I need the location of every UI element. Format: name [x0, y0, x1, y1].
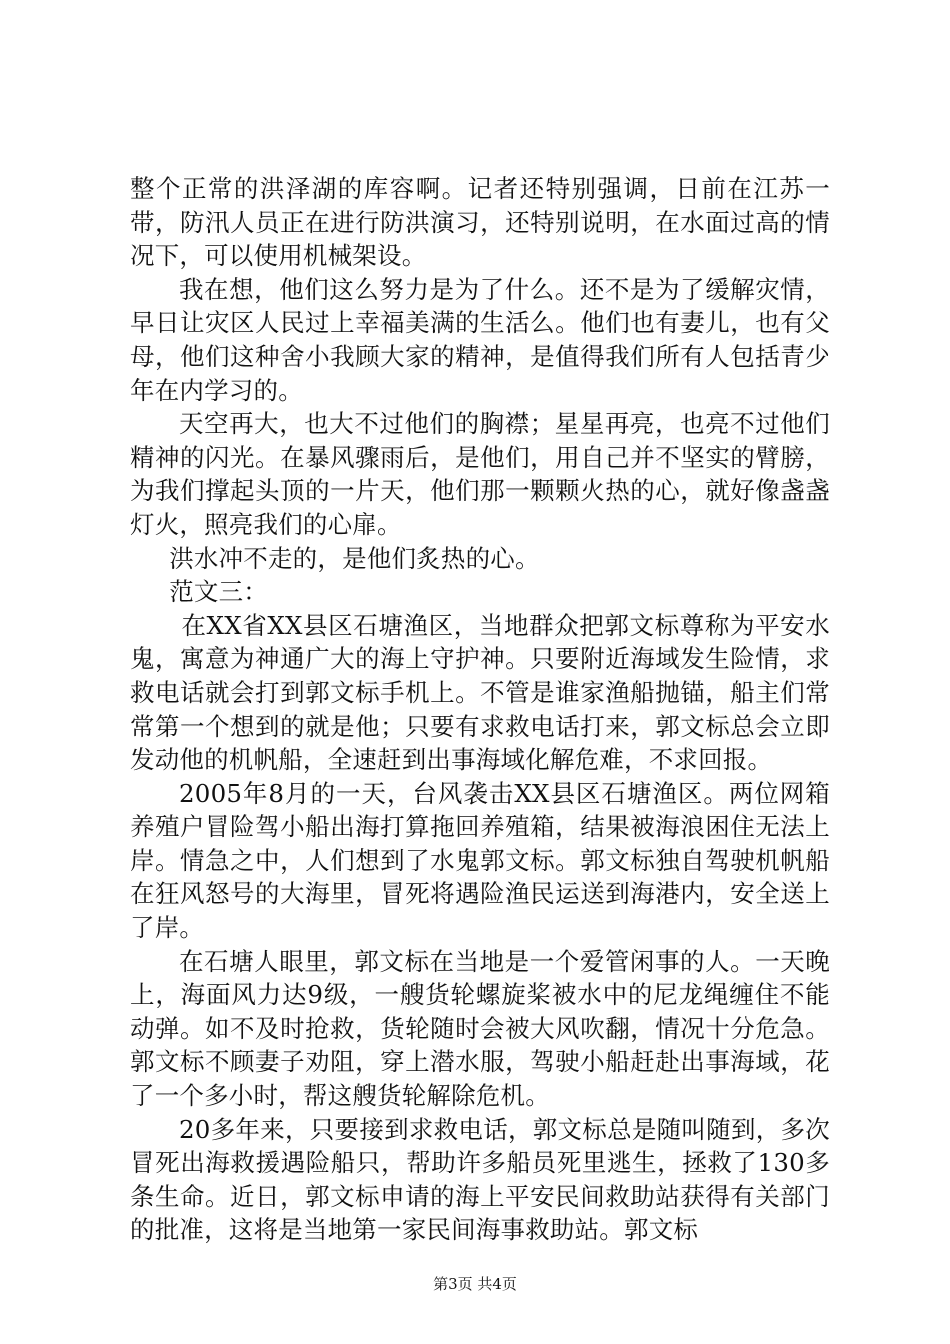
section-heading: 范文三：: [169, 577, 268, 607]
paragraph: 整个正常的洪泽湖的库容啊。记者还特别强调，日前在江苏一带，防汛人员正在进行防洪演习，还特别说明，在水面过高的情况下，可以使用机械架设。: [130, 174, 830, 271]
paragraph: 在石塘人眼里，郭文标在当地是一个爱管闲事的人。一天晚上，海面风力达9级，一艘货轮螺旋桨被水中的尼龙绳缠住不能动弹。如不及时抢救，货轮随时会被大风吹翻，情况十分危急。郭文标不顾妻子劝阻，穿上潜水服，驾驶小船赶赴出事海域，花了一个多小时，帮这艘货轮解除危机。: [130, 946, 830, 1111]
paragraph: 2005年8月的一天，台风袭击XX县区石塘渔区。两位网箱养殖户冒险驾小船出海打算拖回养殖箱，结果被海浪困住无法上岸。情急之中，人们想到了水鬼郭文标。郭文标独自驾驶机帆船在狂风怒号的大海里，冒死将遇险渔民运送到海港内，安全送上了岸。: [130, 778, 830, 943]
paragraph: 在XX省XX县区石塘渔区，当地群众把郭文标尊称为平安水鬼，寓意为神通广大的海上守护神。只要附近海域发生险情，求救电话就会打到郭文标手机上。不管是谁家渔船抛锚，船主们常常第一个想到的就是他；只要有求救电话打来，郭文标总会立即发动他的机帆船，全速赶到出事海域化解危难，不求回报。: [130, 610, 830, 775]
paragraph: 天空再大，也大不过他们的胸襟；星星再亮，也亮不过他们精神的闪光。在暴风骤雨后，是他们，用自己并不坚实的臂膀，为我们撑起头顶的一片天，他们那一颗颗火热的心，就好像盏盏灯火，照亮我们的心扉。: [130, 409, 830, 539]
page-number: 第3页 共4页: [433, 1275, 517, 1293]
body-text: [130, 172, 830, 1247]
page-footer: [0, 1274, 950, 1294]
paragraph: 洪水冲不走的，是他们炙热的心。: [169, 543, 540, 573]
paragraph: 我在想，他们这么努力是为了什么。还不是为了缓解灾情，早日让灾区人民过上幸福美满的生活么。他们也有妻儿，也有父母，他们这种舍小我顾大家的精神，是值得我们所有人包括青少年在内学习的。: [130, 274, 830, 405]
paragraph: 20多年来，只要接到求救电话，郭文标总是随叫随到，多次冒死出海救援遇险船只，帮助许多船员死里逃生，拯救了130多条生命。近日，郭文标申请的海上平安民间救助站获得有关部门的批准，这将是当地第一家民间海事救助站。郭文标: [130, 1114, 830, 1245]
